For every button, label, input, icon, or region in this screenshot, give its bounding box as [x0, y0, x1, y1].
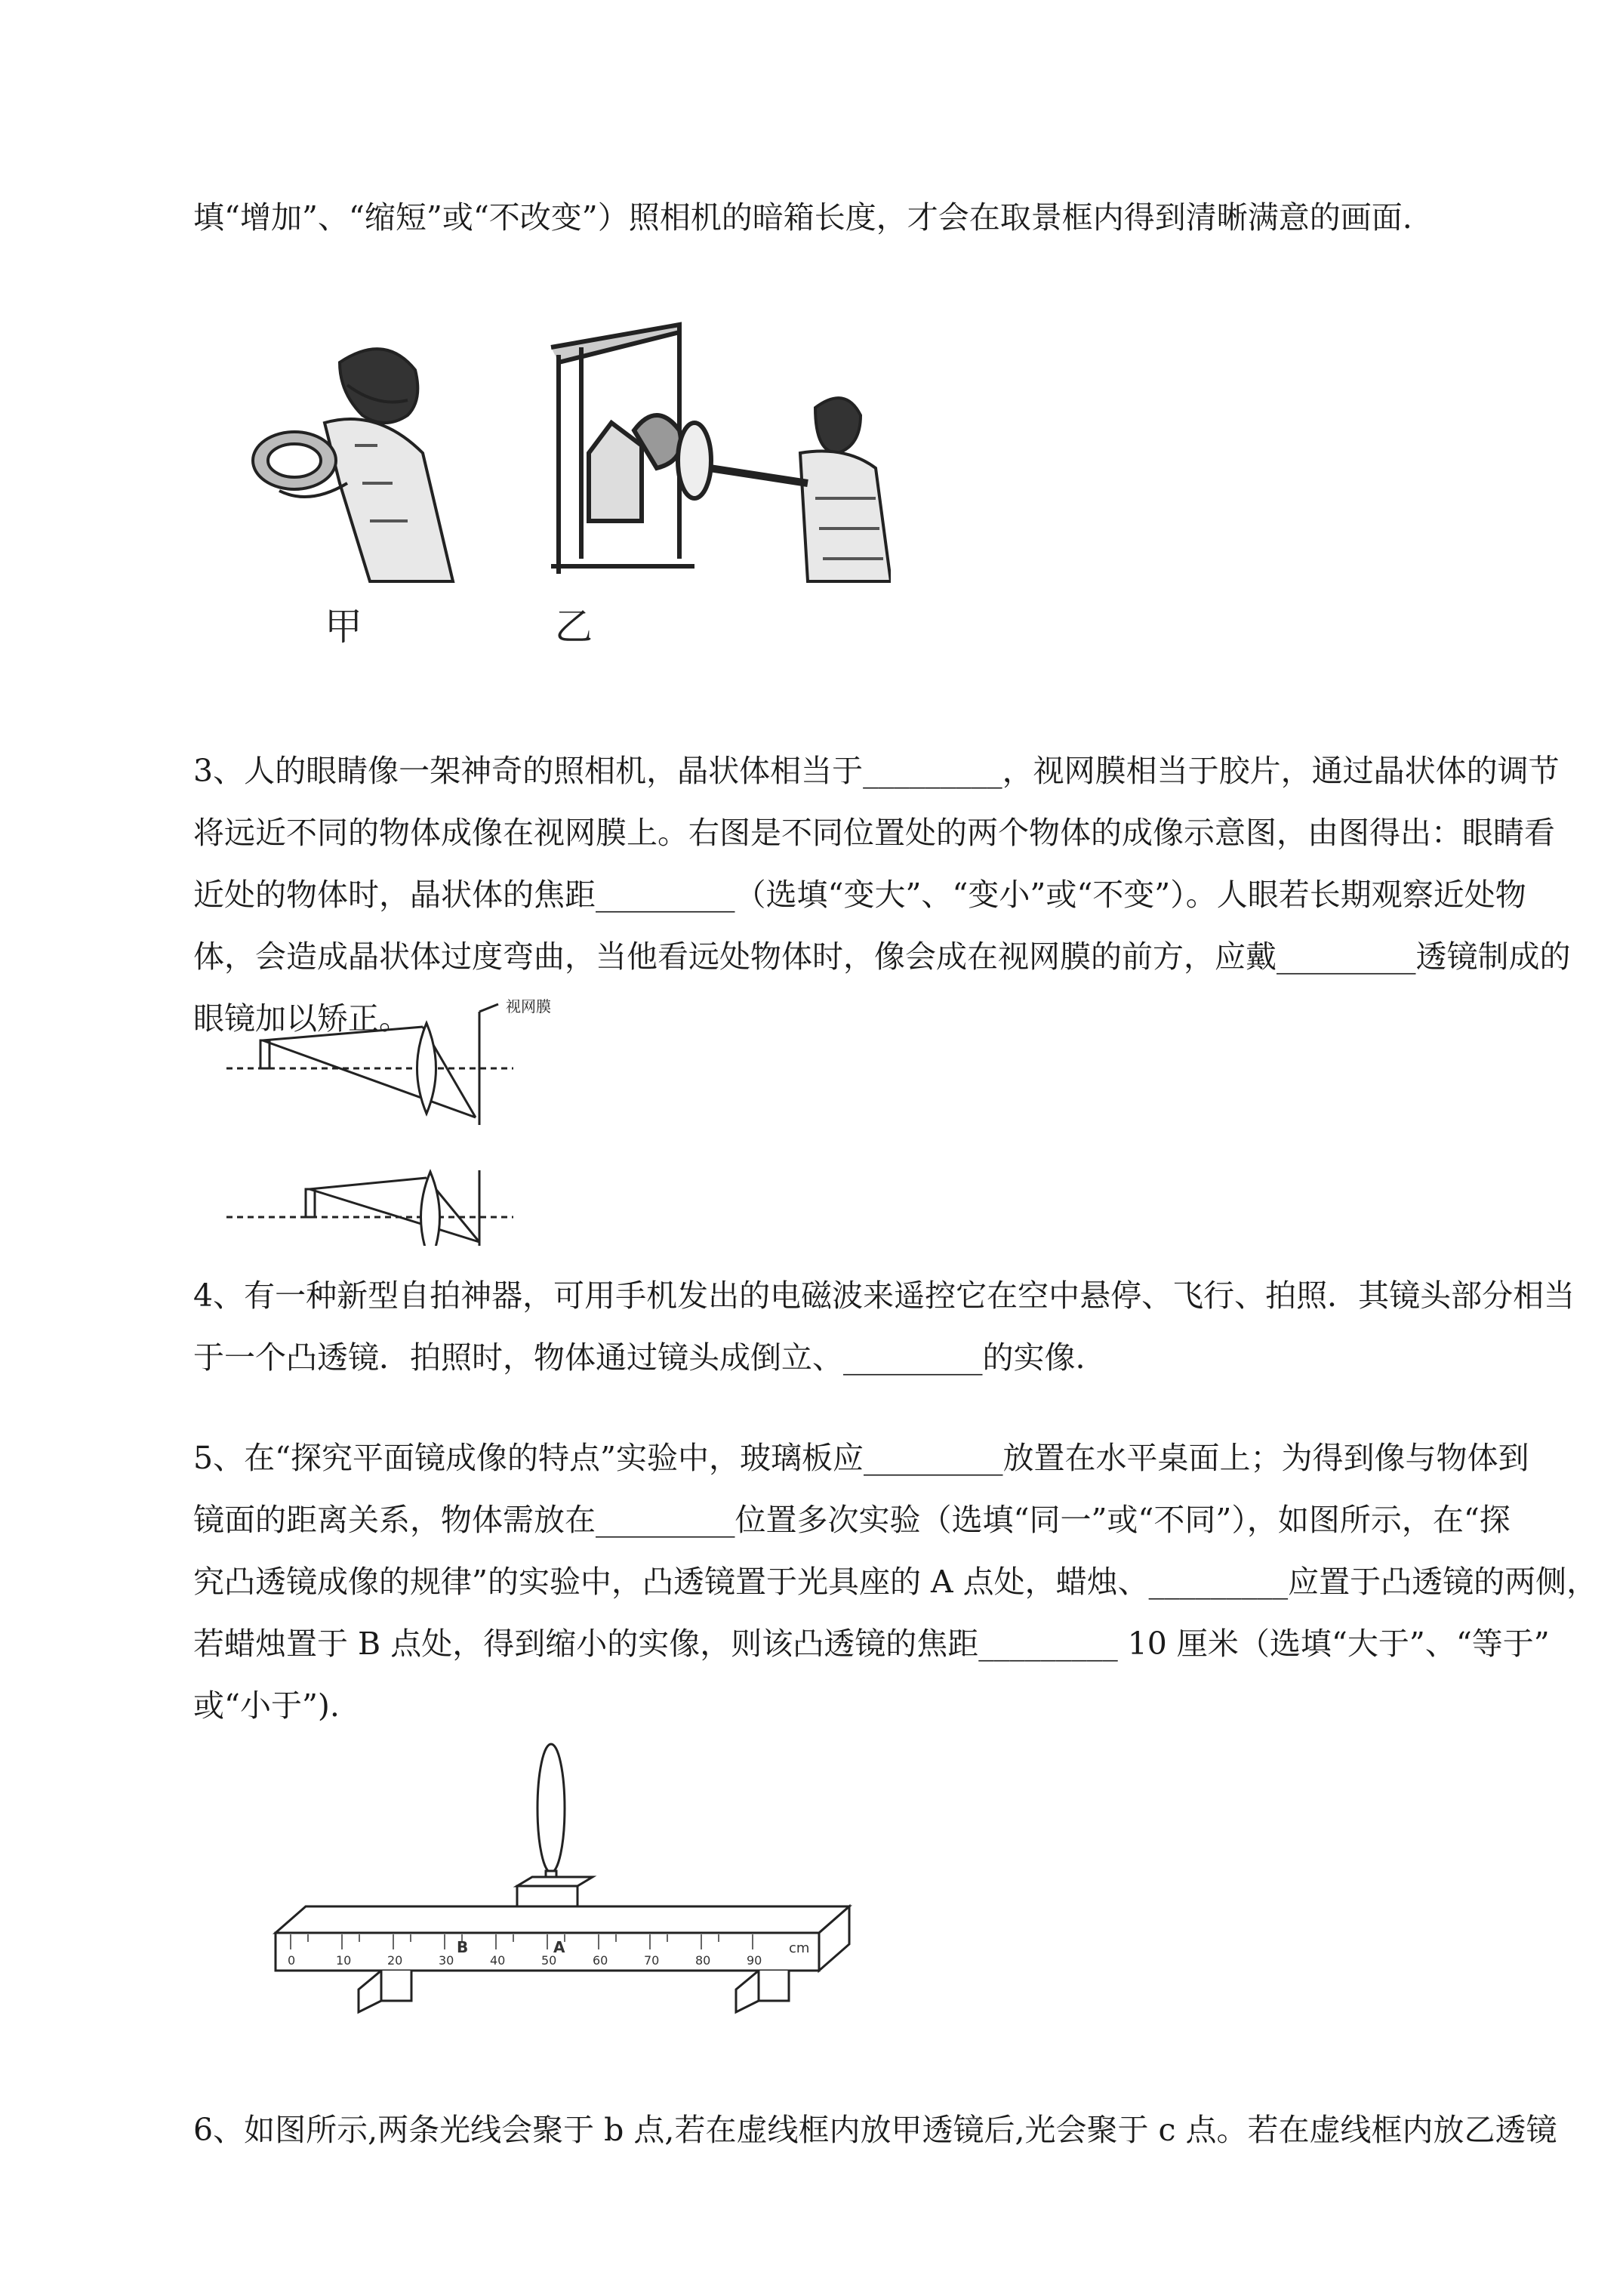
tick-label-80: 80 [695, 1953, 711, 1968]
q4-line-2: 于一个凸透镜．拍照时，物体通过镜头成倒立、_________的实像. [193, 1339, 1086, 1376]
tick-label-70: 70 [644, 1953, 660, 1968]
q5-line-2: 镜面的距离关系，物体需放在_________位置多次实验（选填“同一”或“不同”），如图所示，在“探 [193, 1502, 1511, 1538]
figure-people [226, 317, 891, 649]
q6-line-1: 6、如图所示,两条光线会聚于 b 点,若在虚线框内放甲透镜后,光会聚于 c 点。若在虚线框内放乙透镜 [193, 2112, 1557, 2148]
q5-line-5: 或“小于”). [193, 1687, 340, 1724]
point-a-label: A [553, 1938, 565, 1956]
people-illustration [226, 317, 891, 589]
q3-line-4: 体，会造成晶状体过度弯曲，当他看远处物体时，像会成在视网膜的前方，应戴_________透镜制成的 [193, 938, 1571, 975]
boy-holding-lens [710, 398, 891, 581]
tick-label-10: 10 [336, 1953, 352, 1968]
intro-paragraph [193, 186, 1552, 248]
tick-label-20: 20 [387, 1953, 403, 1968]
intro-line: 填“增加”、“缩短”或“不改变”）照相机的暗箱长度，才会在取景框内得到清晰满意的画面. [193, 199, 1412, 236]
tick-label-40: 40 [490, 1953, 506, 1968]
question-6 [193, 2099, 1557, 2161]
unit-label: cm [789, 1940, 810, 1956]
caption-jia: 甲 [325, 605, 362, 649]
tick-label-90: 90 [747, 1953, 762, 1968]
q5-line-1: 5、在“探究平面镜成像的特点”实验中，玻璃板应_________放置在水平桌面上；为得到像与物体到 [193, 1440, 1529, 1476]
q4-line-1: 4、有一种新型自拍神器，可用手机发出的电磁波来遥控它在空中悬停、飞行、拍照．其镜头部分相当 [193, 1277, 1575, 1314]
tick-label-30: 30 [439, 1953, 454, 1968]
q3-line-2: 将远近不同的物体成像在视网膜上。右图是不同位置处的两个物体的成像示意图，由图得出：眼睛看 [193, 815, 1555, 851]
q3-line-3: 近处的物体时，晶状体的焦距_________（选填“变大”、“变小”或“不变”）。人眼若长期观察近处物 [193, 877, 1526, 913]
caption-yi: 乙 [555, 605, 593, 649]
window-frame [551, 325, 711, 574]
point-b-label: B [457, 1938, 469, 1956]
tick-label-50: 50 [541, 1953, 557, 1968]
figure-optical-bench [268, 1737, 857, 2023]
figure-eye [226, 997, 589, 1246]
tick-label-60: 60 [593, 1953, 608, 1968]
tick-label-0: 0 [288, 1953, 296, 1968]
q5-line-3: 究凸透镜成像的规律”的实验中，凸透镜置于光具座的 A 点处，蜡烛、_________应置于凸透镜的两侧， [193, 1564, 1598, 1600]
optical-bench-diagram [268, 1737, 857, 2023]
q3-line-5: 眼镜加以矫正。 [193, 1000, 410, 1037]
question-5 [193, 1427, 1598, 1737]
q5-line-4: 若蜡烛置于 B 点处，得到缩小的实像，则该凸透镜的焦距_________ 10 厘米（选填“大于”、“等于” [193, 1626, 1550, 1662]
question-4 [193, 1265, 1575, 1388]
eye-ray-diagram [226, 997, 589, 1246]
q3-line-1: 3、人的眼睛像一架神奇的照相机，晶状体相当于_________，视网膜相当于胶片，通过晶状体的调节 [193, 753, 1560, 789]
boy-with-magnifier [253, 349, 453, 581]
retina-label: 视网膜 [506, 997, 551, 1015]
